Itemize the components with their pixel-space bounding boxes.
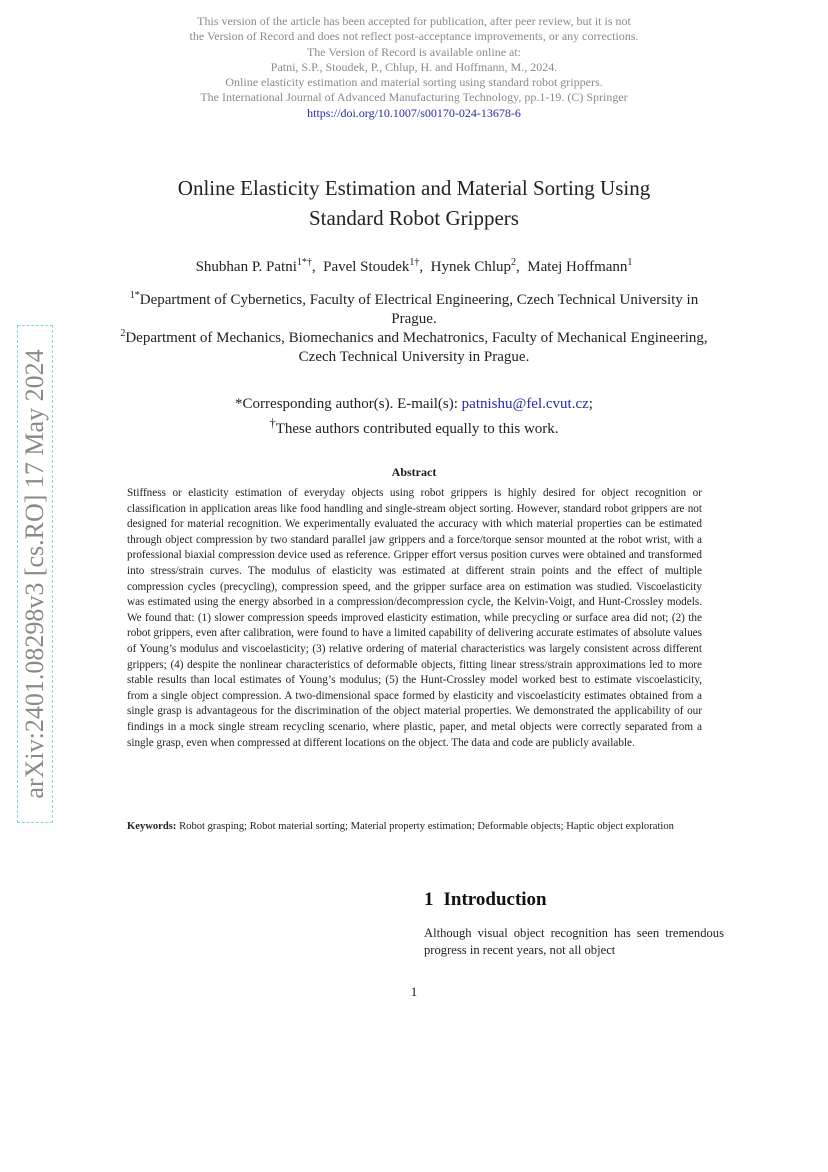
paper-title	[0, 173, 828, 233]
affiliation	[120, 324, 708, 367]
notice-line: The International Journal of Advanced Manufacturing Technology, pp.1-19. (C) Springer	[200, 90, 628, 105]
arxiv-identifier[interactable]: arXiv:2401.08298v3 [cs.RO] 17 May 2024	[20, 349, 49, 799]
keywords-label: Keywords:	[127, 821, 177, 832]
author-name: Matej Hoffmann	[527, 259, 628, 275]
notice-line: This version of the article has been accepted for publication, after peer review, but it is not	[197, 14, 631, 28]
affiliation-sup: 1*	[129, 290, 140, 301]
notice-line: the Version of Record and does not reflect post-acceptance improvements, or any corrections.	[189, 29, 639, 44]
equal-contribution-mark: †	[269, 416, 276, 430]
title-line: Standard Robot Grippers	[309, 206, 519, 230]
doi-link[interactable]: https://doi.org/10.1007/s00170-024-13678-6	[307, 105, 521, 120]
correspondence-prefix: *Corresponding author(s). E-mail(s):	[235, 396, 462, 412]
author-sup: 2	[511, 257, 517, 268]
section-title: Introduction	[443, 889, 547, 910]
email-link[interactable]: patnishu@fel.cvut.cz	[461, 396, 589, 412]
affiliation-sup: 2	[120, 328, 126, 339]
notice-line: Online elasticity estimation and material sorting using standard robot grippers.	[225, 75, 603, 90]
section-body: Although visual object recognition has seen tremendous progress in recent years, not all object	[424, 926, 724, 957]
affiliation-text: Department of Mechanics, Biomechanics and Mechatronics, Faculty of Mechanical Engineering, Czech Technical University in Prague.	[125, 330, 708, 365]
publication-notice	[0, 14, 828, 121]
notice-line: Patni, S.P., Stoudek, P., Chlup, H. and Hoffmann, M., 2024.	[270, 59, 558, 74]
affiliation-text: Department of Cybernetics, Faculty of Electrical Engineering, Czech Technical University in Prague.	[139, 292, 699, 327]
author-sup: 1	[627, 257, 633, 268]
affiliation	[120, 286, 708, 329]
correspondence-suffix: ;	[588, 396, 593, 412]
equal-contribution-note: These authors contributed equally to this work.	[275, 421, 559, 437]
section-number: 1	[424, 889, 434, 910]
author-list: Shubhan P. Patni$^{1*\dagger}$, Pavel Stoudek$^{1\dagger}$, Hynek Chlup$^2$, Matej Hoffmann$^1$	[195, 257, 633, 275]
notice-line: The Version of Record is available online at:	[306, 44, 522, 59]
page-number: 1	[410, 984, 418, 999]
keywords-text: Robot grasping; Robot material sorting; Material property estimation; Deformable objects; Haptic object exploration	[176, 821, 674, 832]
title-line: Online Elasticity Estimation and Material Sorting Using	[177, 176, 651, 200]
correspondence	[0, 395, 828, 439]
section-heading	[424, 889, 547, 911]
author-name: Shubhan P. Patni	[195, 259, 297, 275]
author-sup: 1*†	[296, 257, 312, 268]
author-name: Pavel Stoudek	[323, 259, 410, 275]
keywords	[127, 820, 702, 834]
abstract-heading: Abstract	[391, 465, 437, 479]
author-sup: 1†	[409, 257, 420, 268]
author-name: Hynek Chlup	[430, 259, 512, 275]
abstract-body: Stiffness or elasticity estimation of everyday objects using robot grippers is highly desired for object recognition or classification in application areas like food handling and single-stream object sorting. However, standard robot grippers are not designed for material recognition. We experimentally evaluated the accuracy with which material properties can be estimated through object compression by two standard parallel jaw grippers and a force/torque sensor mounted at the robot wrist, with a professional biaxial compression device used as reference. Gripper effort versus position curves were obtained and transformed into stress/strain curves. The modulus of elasticity was estimated at different strain points and the effect of multiple compression cycles (precycling), compression speed, and the gripper surface area on estimation was studied. Viscoelasticity was estimated using the energy absorbed in a compression/decompression cycle, the Kelvin-Voigt, and Hunt-Crossley models. We found that: (1) slower compression speeds improved elasticity estimation, while precycling or surface area did not; (2) the robot grippers, even after calibration, were found to have a limited capability of delivering accurate estimates of absolute values of Young’s modulus and viscoelasticity; (3) relative ordering of material characteristics was largely consistent across different grippers; (4) despite the nonlinear characteristics of deformable objects, fitting linear stress/strain approximations led to more stable results than local estimates of Young’s modulus; (5) the Hunt-Crossley model worked best to estimate viscoelasticity, from a single object compression. A two-dimensional space formed by elasticity and viscoelasticity estimates obtained from a single grasp is advantageous for the discrimination of the object material properties. We demonstrated the applicability of our findings in a mock single stream recycling scenario, where plastic, paper, and metal objects were correctly separated from a single grasp, even when compressed at different locations on the object. The data and code are publicly available.	[127, 487, 702, 749]
